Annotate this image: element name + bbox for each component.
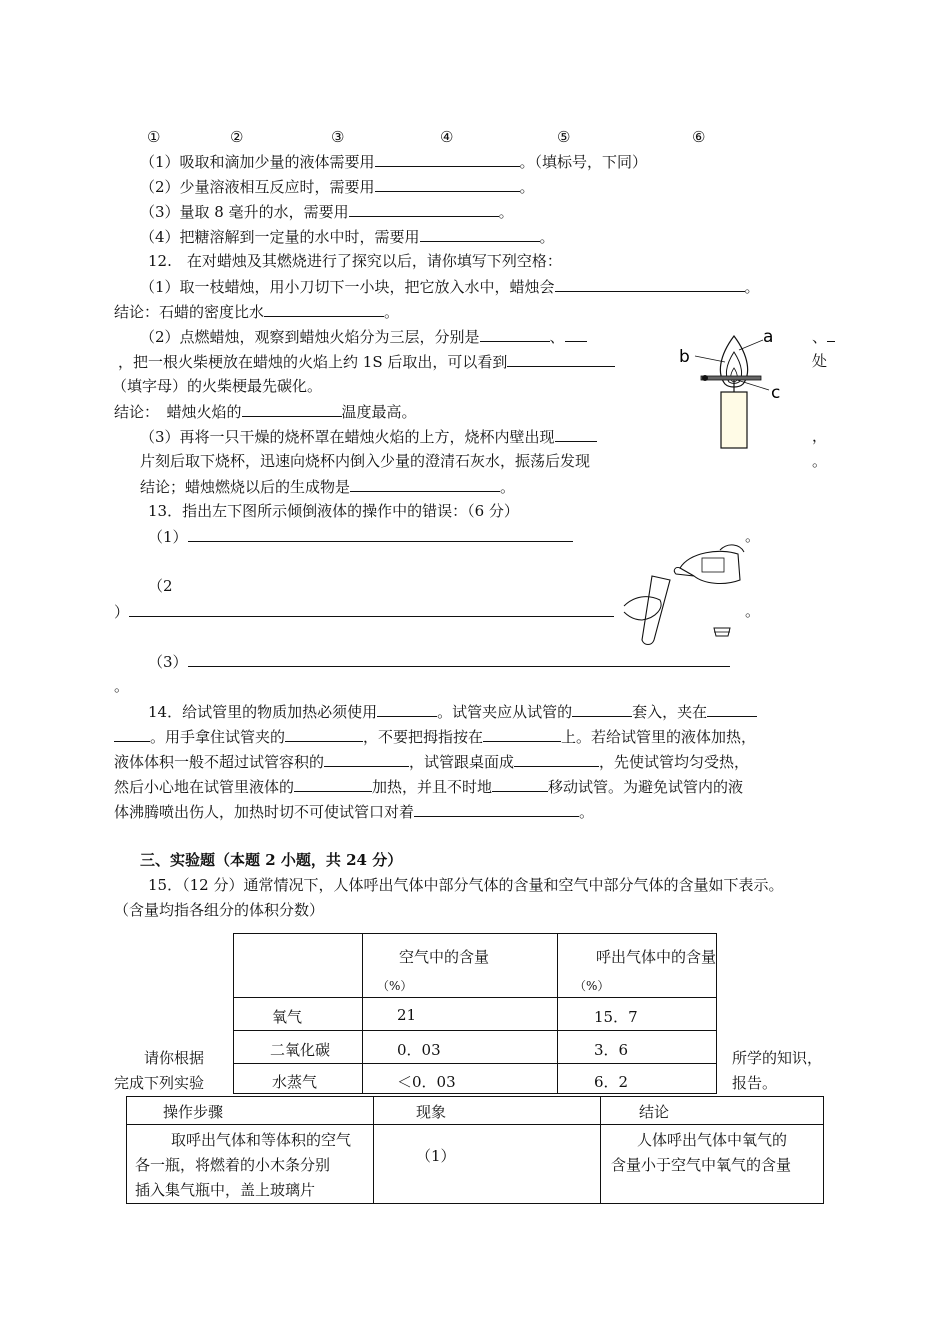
label-b: b	[679, 347, 690, 367]
q13-blank-1[interactable]	[188, 526, 573, 542]
q12-part1: （1）取一枝蜡烛，用小刀切下一小块，把它放入水中，蜡烛会 。	[140, 278, 760, 296]
q14-line-2: 。用手拿住试管夹的 ，不要把拇指按在 上。若给试管里的液体加热，	[114, 726, 756, 747]
q12-title: 12. 在对蜡烛及其燃烧进行了探究以后，请你填写下列空格：	[148, 252, 562, 270]
leader-a	[739, 340, 763, 350]
q12-part2-chu: 处	[812, 352, 828, 370]
q13-item-3: （3）	[148, 651, 730, 672]
label-3: ③	[331, 128, 345, 146]
table-row: 二氧化碳 0．03 3．6	[234, 1031, 717, 1064]
q15-intro-2: （含量均指各组分的体积分数）	[114, 901, 325, 919]
q14-blank-9[interactable]	[492, 776, 548, 792]
table1-header-air: 空气中的含量 （%）	[363, 934, 558, 998]
q14-line-1: 14．给试管里的物质加热必须使用 。试管夹应从试管的 套入，夹在	[148, 701, 757, 722]
q14-line-3: 液体体积一般不超过试管容积的 ，试管跟桌面成 ，先使试管均匀受热，	[114, 753, 750, 771]
q11-blank-3[interactable]	[349, 201, 499, 217]
q12-blank-3[interactable]	[480, 326, 550, 342]
q12-conclusion-1: 结论：石蜡的密度比水 。	[114, 303, 400, 321]
q14-blank-3[interactable]	[707, 701, 757, 717]
q12-part3-end: 。	[812, 452, 828, 470]
phenomenon-cell[interactable]: （1）	[374, 1125, 601, 1204]
reagent-bottle	[680, 551, 740, 583]
q12-blank-5[interactable]	[827, 326, 835, 342]
header-step: 操作步骤	[127, 1097, 374, 1125]
q12-part3: （3）再将一只干燥的烧杯罩在蜡烛火焰的上方，烧杯内壁出现	[140, 426, 597, 447]
q13-title: 13．指出左下图所示倾倒液体的操作中的错误：（6 分）	[148, 502, 519, 520]
table-row: 氧气 21 15．7	[234, 998, 717, 1031]
q11-line-2: （2）少量溶液相互反应时，需要用 。	[140, 178, 535, 196]
q12-part3-line2: 片刻后取下烧杯，迅速向烧杯内倒入少量的澄清石灰水，振荡后发现	[140, 452, 591, 470]
q12-blank-6[interactable]	[507, 351, 615, 367]
q14-blank-6[interactable]	[324, 751, 409, 767]
q14-blank-5[interactable]	[483, 726, 561, 742]
match-head	[702, 375, 708, 381]
side-right-2: 报告。	[732, 1074, 778, 1092]
q11-line-1: （1）吸取和滴加少量的液体需要用 。（填标号，下同）	[140, 153, 648, 171]
table1-corner	[234, 934, 363, 998]
q14-line-5: 体沸腾喷出伤人，加热时切不可使试管口对着 。	[114, 803, 595, 821]
q13-end-2: 。	[745, 602, 761, 620]
side-left-1: 请你根据	[144, 1049, 205, 1067]
q13-end-1: 。	[745, 527, 761, 545]
label-5: ⑤	[557, 128, 571, 146]
q14-line-4: 然后小心地在试管里液体的 加热，并且不时地 移动试管。为避免试管内的液	[114, 778, 744, 796]
label-1: ①	[147, 128, 161, 146]
section3-title: 三、实验题（本题 2 小题，共 24 分）	[140, 851, 403, 869]
q14-blank-1[interactable]	[377, 701, 437, 717]
header-conclusion: 结论	[601, 1097, 824, 1125]
label-2: ②	[230, 128, 244, 146]
q14-blank-7[interactable]	[514, 751, 599, 767]
q14-blank-2[interactable]	[572, 701, 632, 717]
label-a: a	[763, 327, 774, 347]
q13-blank-3[interactable]	[188, 651, 730, 667]
q13-end-3: 。	[114, 677, 130, 695]
bottle-label	[702, 558, 724, 572]
q12-blank-7[interactable]	[242, 401, 342, 417]
q12-conclusion-3: 结论；蜡烛燃烧以后的生成物是 。	[140, 478, 516, 496]
table-row: 水蒸气 ＜0．03 6．2	[234, 1064, 717, 1094]
q11-line-3: （3）量取 8 毫升的水，需要用 。	[140, 203, 514, 221]
q12-blank-2[interactable]	[264, 301, 384, 317]
q12-part2-end: 、	[812, 326, 835, 347]
q12-part2: （2）点燃蜡烛，观察到蜡烛火焰分为三层，分别是 、	[140, 326, 587, 347]
leader-b	[695, 356, 725, 362]
conclusion-cell: 人体呼出气体中氧气的 含量小于空气中氧气的含量	[601, 1125, 824, 1204]
candle-body	[721, 392, 747, 448]
q11-blank-1[interactable]	[375, 151, 520, 167]
q13-blank-2[interactable]	[129, 601, 614, 617]
q15-intro-1: 15．（12 分）通常情况下，人体呼出气体中部分气体的含量和空气中部分气体的含量如下表示。	[148, 876, 784, 894]
q11-blank-4[interactable]	[420, 226, 540, 242]
candle-flame-figure	[675, 322, 795, 452]
pouring-liquid-figure	[620, 528, 760, 648]
q11-blank-2[interactable]	[375, 176, 520, 192]
experiment-report-table	[126, 1096, 824, 1204]
q13-item-2a: （2	[148, 577, 173, 595]
label-4: ④	[440, 128, 454, 146]
q12-blank-1[interactable]	[555, 276, 745, 292]
test-tube	[642, 576, 670, 645]
q12-part3-comma: ，	[812, 427, 828, 445]
q13-item-2b: ）	[114, 601, 614, 622]
table1-header-exhaled: 呼出气体中的含量 （%）	[558, 934, 717, 998]
side-left-2: 完成下列实验	[114, 1074, 205, 1092]
q14-blank-8[interactable]	[294, 776, 372, 792]
q12-blank-4[interactable]	[565, 326, 587, 342]
q13-item-1: （1）	[148, 526, 573, 547]
q14-blank-4[interactable]	[285, 726, 363, 742]
q14-blank-10[interactable]	[414, 801, 579, 817]
label-6: ⑥	[692, 128, 706, 146]
table-row	[127, 1125, 824, 1204]
matchstick	[701, 376, 761, 380]
header-phenomenon: 现象	[374, 1097, 601, 1125]
side-right-1: 所学的知识，	[732, 1049, 823, 1067]
q11-line-4: （4）把糖溶解到一定量的水中时，需要用 。	[140, 228, 555, 246]
gas-content-table	[233, 933, 717, 1094]
step-cell: 取呼出气体和等体积的空气 各一瓶，将燃着的小木条分别 插入集气瓶中，盖上玻璃片	[127, 1125, 374, 1204]
q12-conclusion-2: 结论： 蜡烛火焰的 温度最高。	[114, 403, 417, 421]
label-c: c	[771, 383, 781, 403]
left-hand	[624, 597, 661, 620]
q12-blank-9[interactable]	[350, 476, 500, 492]
q14-blank-3b[interactable]	[114, 726, 150, 742]
q12-blank-8[interactable]	[555, 426, 597, 442]
q12-part2-line3: （填字母）的火柴梗最先碳化。	[112, 377, 323, 395]
q12-part2-line2: ，把一根火柴梗放在蜡烛的火焰上约 1S 后取出，可以看到	[118, 351, 615, 372]
